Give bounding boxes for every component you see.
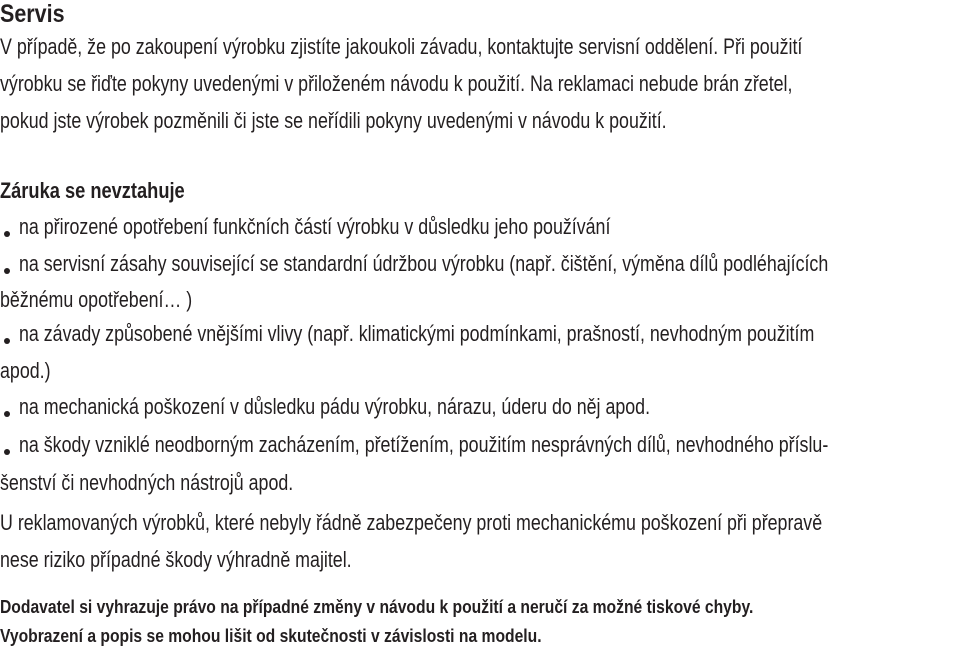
warranty-item-5-line-1: na škody vzniklé neodborným zacházením, přetížením, použitím nesprávných dílů, nevhodného příslu- [19,432,829,457]
bullet-icon [4,449,10,455]
warranty-heading: Záruka se nevztahuje [0,178,185,203]
warranty-item-2-line-2: běžnému opotřebení… ) [0,287,193,312]
disclaimer-line-1: Dodavatel si vyhrazuje právo na případné změny v návodu k použití a neručí za možné tiskové chyby. [0,597,754,617]
closing-paragraph-line-2: nese riziko případné škody výhradně majitel. [0,547,352,572]
warranty-item-1: na přirozené opotřebení funkčních částí výrobku v důsledku jeho používání [19,214,611,239]
disclaimer-line-2: Vyobrazení a popis se mohou lišit od skutečnosti v závislosti na modelu. [0,626,542,646]
service-paragraph-line-2: výrobku se řiďte pokyny uvedenými v přiloženém návodu k použití. Na reklamaci nebude brán zřetel, [0,71,793,96]
section-title-servis: Servis [0,0,65,28]
bullet-icon [4,338,10,344]
service-paragraph-line-1: V případě, že po zakoupení výrobku zjistíte jakoukoli závadu, kontaktujte servisní oddělení. Při použití [0,34,803,59]
warranty-item-2-line-1: na servisní zásahy související se standardní údržbou výrobku (např. čištění, výměna dílů podléhajících [19,251,829,276]
warranty-item-5-line-2: šenství či nevhodných nástrojů apod. [0,470,294,495]
bullet-icon [4,268,10,274]
bullet-icon [4,231,10,237]
bullet-icon [4,411,10,417]
service-paragraph-line-3: pokud jste výrobek pozměnili či jste se neřídili pokyny uvedenými v návodu k použití. [0,108,667,133]
warranty-item-3-line-2: apod.) [0,358,51,383]
warranty-item-4: na mechanická poškození v důsledku pádu výrobku, nárazu, úderu do něj apod. [19,394,651,419]
closing-paragraph-line-1: U reklamovaných výrobků, které nebyly řádně zabezpečeny proti mechanickému poškození při přepravě [0,510,823,535]
warranty-item-3-line-1: na závady způsobené vnějšími vlivy (např. klimatickými podmínkami, prašností, nevhodným použitím [19,321,815,346]
